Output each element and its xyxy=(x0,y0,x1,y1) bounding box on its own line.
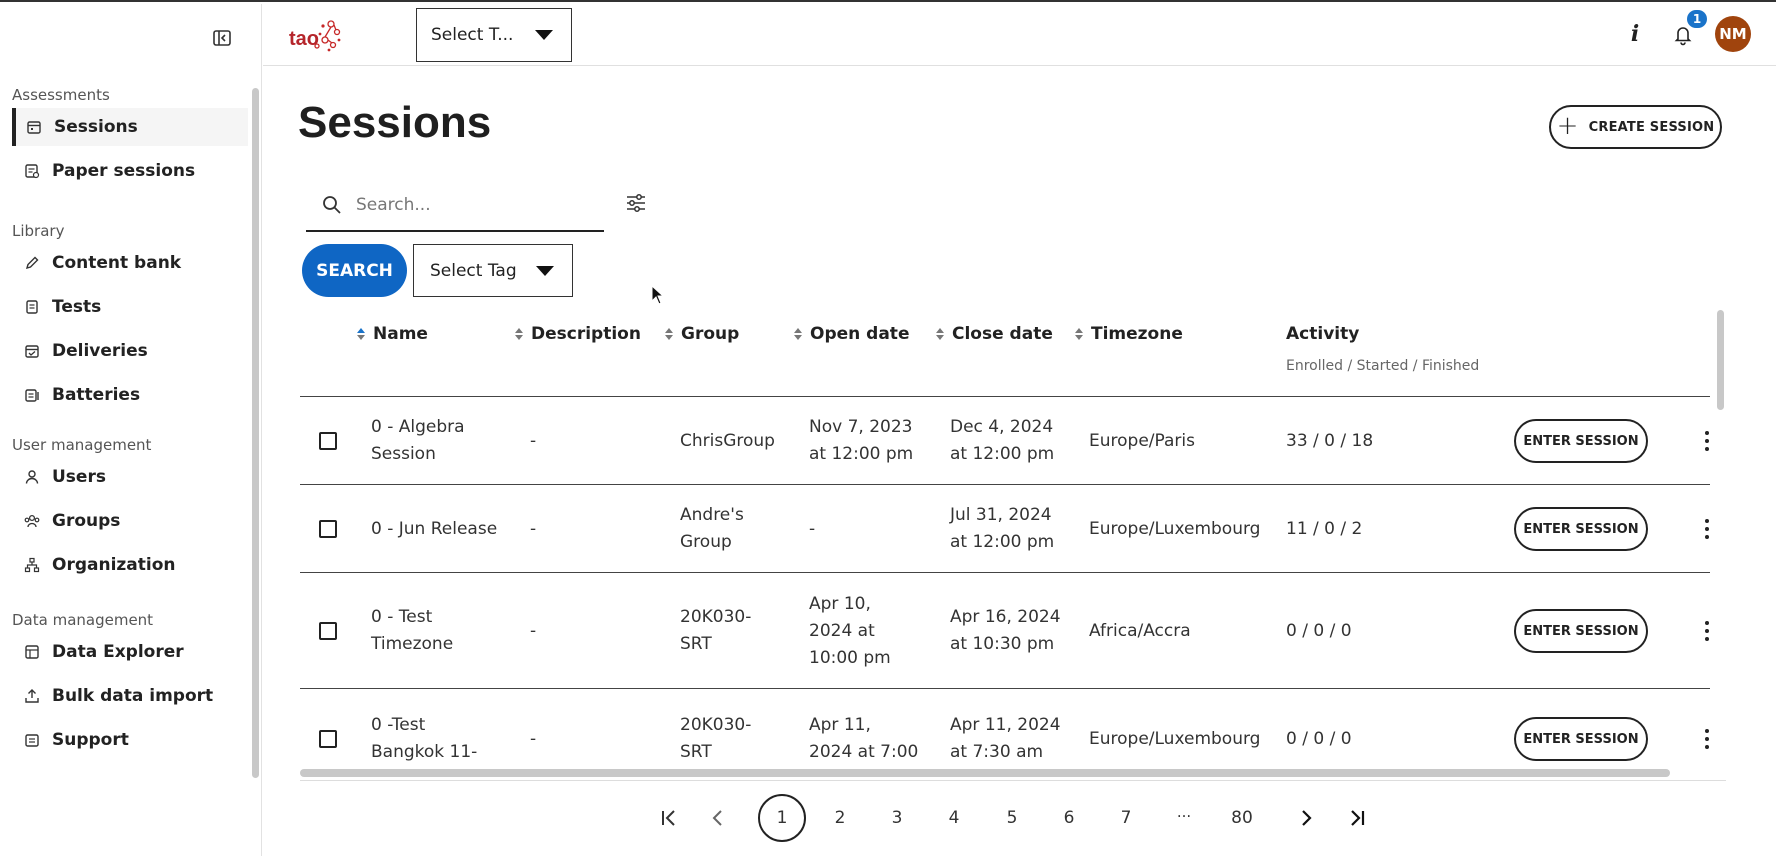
row-checkbox[interactable] xyxy=(319,432,337,450)
tao-logo[interactable] xyxy=(289,18,339,54)
cell-name: 0 - Test Timezone xyxy=(371,607,454,654)
cell-description: - xyxy=(530,430,537,451)
table-row[interactable] xyxy=(300,572,1710,688)
cell-close: Apr 16, 2024 at 10:30 pm xyxy=(950,607,1061,654)
page-1[interactable]: 1 xyxy=(758,794,806,842)
sort-icon xyxy=(794,328,802,340)
data-explorer-icon xyxy=(24,644,40,660)
tag-select-value: Select Tag xyxy=(430,260,517,281)
sidebar-item-label: Deliveries xyxy=(52,341,148,361)
row-checkbox[interactable] xyxy=(319,520,337,538)
column-header-open-date[interactable] xyxy=(794,324,909,344)
sidebar-section-title: Data management xyxy=(12,611,154,629)
document-icon xyxy=(24,299,40,315)
logo-dots-icon xyxy=(303,18,341,52)
table-row[interactable] xyxy=(300,688,1710,781)
sidebar-item-tests[interactable] xyxy=(12,288,248,326)
groups-icon xyxy=(24,513,40,529)
more-options-icon[interactable] xyxy=(1704,729,1710,749)
page-title: Sessions xyxy=(298,98,492,147)
more-options-icon[interactable] xyxy=(1704,621,1710,641)
column-header-timezone[interactable] xyxy=(1075,324,1183,344)
sort-icon xyxy=(515,328,523,340)
sidebar-item-data-explorer[interactable] xyxy=(12,633,248,671)
cell-group: 20K030- SRT xyxy=(680,715,752,762)
column-header-label: Description xyxy=(531,324,641,344)
cell-close: Dec 4, 2024 at 12:00 pm xyxy=(950,417,1055,464)
page-6[interactable]: 6 xyxy=(1063,808,1075,828)
sidebar xyxy=(0,4,262,856)
enter-session-button[interactable]: ENTER SESSION xyxy=(1514,609,1648,653)
cell-close: Jul 31, 2024 at 12:00 pm xyxy=(950,505,1055,552)
sidebar-section-title: User management xyxy=(12,436,152,454)
page-2[interactable]: 2 xyxy=(834,808,846,828)
sidebar-item-label: Bulk data import xyxy=(52,686,214,706)
column-header-label: Activity xyxy=(1286,324,1360,344)
cell-activity: 11 / 0 / 2 xyxy=(1286,518,1363,539)
column-header-label: Open date xyxy=(810,324,910,344)
sidebar-item-bulk-data-import[interactable] xyxy=(12,677,248,715)
more-options-icon[interactable] xyxy=(1704,431,1710,451)
cell-description: - xyxy=(530,518,537,539)
search-field xyxy=(306,180,604,232)
page-7[interactable]: 7 xyxy=(1120,808,1132,828)
enter-session-button[interactable]: ENTER SESSION xyxy=(1514,419,1648,463)
cell-name: 0 - Algebra Session xyxy=(371,417,465,464)
enter-session-button[interactable]: ENTER SESSION xyxy=(1514,717,1648,761)
enter-session-button[interactable]: ENTER SESSION xyxy=(1514,507,1648,551)
cell-description: - xyxy=(530,620,537,641)
sidebar-item-label: Groups xyxy=(52,511,121,531)
cell-open: Nov 7, 2023 at 12:00 pm xyxy=(809,417,914,464)
upload-icon xyxy=(24,688,40,704)
calendar-icon xyxy=(26,119,42,135)
table-vertical-scrollbar[interactable] xyxy=(1717,310,1724,410)
info-icon[interactable]: i xyxy=(1630,21,1640,47)
user-avatar[interactable]: NM xyxy=(1715,16,1751,52)
sidebar-item-label: Paper sessions xyxy=(52,161,196,181)
filter-settings-icon[interactable] xyxy=(625,192,649,216)
tenant-select[interactable] xyxy=(416,8,572,62)
sidebar-item-support[interactable] xyxy=(12,721,248,759)
table-row[interactable] xyxy=(300,484,1710,572)
column-header-label: Close date xyxy=(952,324,1053,344)
sidebar-item-label: Tests xyxy=(52,297,102,317)
cell-name: 0 - Jun Release xyxy=(371,518,498,539)
pencil-icon xyxy=(24,255,40,271)
top-bar xyxy=(263,4,1776,66)
table-horizontal-scrollbar[interactable] xyxy=(300,769,1670,777)
column-header-name[interactable] xyxy=(357,324,428,344)
cell-activity: 0 / 0 / 0 xyxy=(1286,728,1352,749)
column-header-close-date[interactable] xyxy=(936,324,1053,344)
search-input[interactable] xyxy=(356,195,586,215)
sort-icon xyxy=(1075,328,1083,340)
sidebar-item-users[interactable] xyxy=(12,458,248,496)
search-button[interactable]: SEARCH xyxy=(302,244,407,297)
cell-timezone: Europe/Luxembourg xyxy=(1089,518,1261,539)
cell-group: Andre's Group xyxy=(680,505,744,552)
cell-name: 0 -Test Bangkok 11- xyxy=(371,715,478,762)
battery-icon xyxy=(24,387,40,403)
sidebar-item-label: Organization xyxy=(52,555,176,575)
search-icon xyxy=(322,195,342,215)
organization-icon xyxy=(24,557,40,573)
create-session-button[interactable] xyxy=(1549,105,1722,149)
cell-timezone: Europe/Paris xyxy=(1089,430,1195,451)
cell-activity: 0 / 0 / 0 xyxy=(1286,620,1352,641)
sidebar-item-batteries[interactable] xyxy=(12,376,248,414)
sidebar-item-label: Users xyxy=(52,467,106,487)
sidebar-section-title: Assessments xyxy=(12,86,110,104)
row-checkbox[interactable] xyxy=(319,730,337,748)
sidebar-item-groups[interactable] xyxy=(12,502,248,540)
sort-icon xyxy=(357,328,365,340)
sort-icon xyxy=(665,328,673,340)
delivery-icon xyxy=(24,343,40,359)
sidebar-item-label: Data Explorer xyxy=(52,642,184,662)
logo-text: tao xyxy=(289,28,319,50)
page-3[interactable]: 3 xyxy=(891,808,903,828)
row-checkbox[interactable] xyxy=(319,622,337,640)
cell-timezone: Europe/Luxembourg xyxy=(1089,728,1261,749)
sort-icon xyxy=(936,328,944,340)
sidebar-item-organization[interactable] xyxy=(12,546,248,584)
cell-open: Apr 10, 2024 at 10:00 pm xyxy=(809,593,891,668)
sessions-table xyxy=(300,306,1726,781)
cell-open: Apr 11, 2024 at 7:00 xyxy=(809,715,919,762)
next-page-icon[interactable] xyxy=(1282,794,1330,842)
column-header-label: Name xyxy=(373,324,428,344)
column-header-label: Group xyxy=(681,324,740,344)
notification-badge: 1 xyxy=(1687,10,1707,28)
cell-group: ChrisGroup xyxy=(680,430,775,451)
sidebar-item-content-bank[interactable] xyxy=(12,244,248,282)
mouse-cursor-icon xyxy=(651,285,665,305)
activity-subheader: Enrolled / Started / Finished xyxy=(1286,358,1480,374)
sidebar-item-label: Support xyxy=(52,730,129,750)
table-row[interactable] xyxy=(300,396,1710,484)
collapse-sidebar-icon[interactable] xyxy=(210,26,234,50)
sidebar-item-label: Content bank xyxy=(52,253,182,273)
tenant-select-value: Select T... xyxy=(431,25,514,45)
pagination-ellipsis: ... xyxy=(1176,803,1192,821)
sidebar-section-title: Library xyxy=(12,222,65,240)
sidebar-item-label: Sessions xyxy=(54,117,138,137)
cell-open: - xyxy=(809,518,816,539)
cell-description: - xyxy=(530,728,537,749)
column-header-activity xyxy=(1286,324,1359,344)
sidebar-scrollbar[interactable] xyxy=(252,88,259,778)
sidebar-item-deliveries[interactable] xyxy=(12,332,248,370)
tag-select[interactable] xyxy=(413,244,573,297)
page-4[interactable]: 4 xyxy=(948,808,960,828)
sidebar-item-paper-sessions[interactable] xyxy=(12,152,248,190)
caret-down-icon xyxy=(536,266,554,276)
cell-group: 20K030- SRT xyxy=(680,607,752,654)
support-icon xyxy=(24,732,40,748)
cell-close: Apr 11, 2024 at 7:30 am xyxy=(950,715,1061,762)
sidebar-item-label: Batteries xyxy=(52,385,141,405)
page-5[interactable]: 5 xyxy=(1006,808,1018,828)
more-options-icon[interactable] xyxy=(1704,519,1710,539)
create-session-label: CREATE SESSION xyxy=(1588,119,1715,135)
cell-activity: 33 / 0 / 18 xyxy=(1286,430,1374,451)
previous-page-icon[interactable] xyxy=(694,794,742,842)
user-icon xyxy=(24,469,40,485)
sidebar-item-sessions[interactable] xyxy=(12,108,248,146)
column-header-group[interactable] xyxy=(665,324,739,344)
cell-timezone: Africa/Accra xyxy=(1089,620,1191,641)
first-page-icon[interactable] xyxy=(646,794,694,842)
page-80[interactable]: 80 xyxy=(1231,808,1253,828)
column-header-description[interactable] xyxy=(515,324,641,344)
last-page-icon[interactable] xyxy=(1332,794,1380,842)
paper-calendar-icon xyxy=(24,163,40,179)
column-header-label: Timezone xyxy=(1091,324,1183,344)
caret-down-icon xyxy=(535,30,553,40)
plus-icon: + xyxy=(1556,111,1579,141)
